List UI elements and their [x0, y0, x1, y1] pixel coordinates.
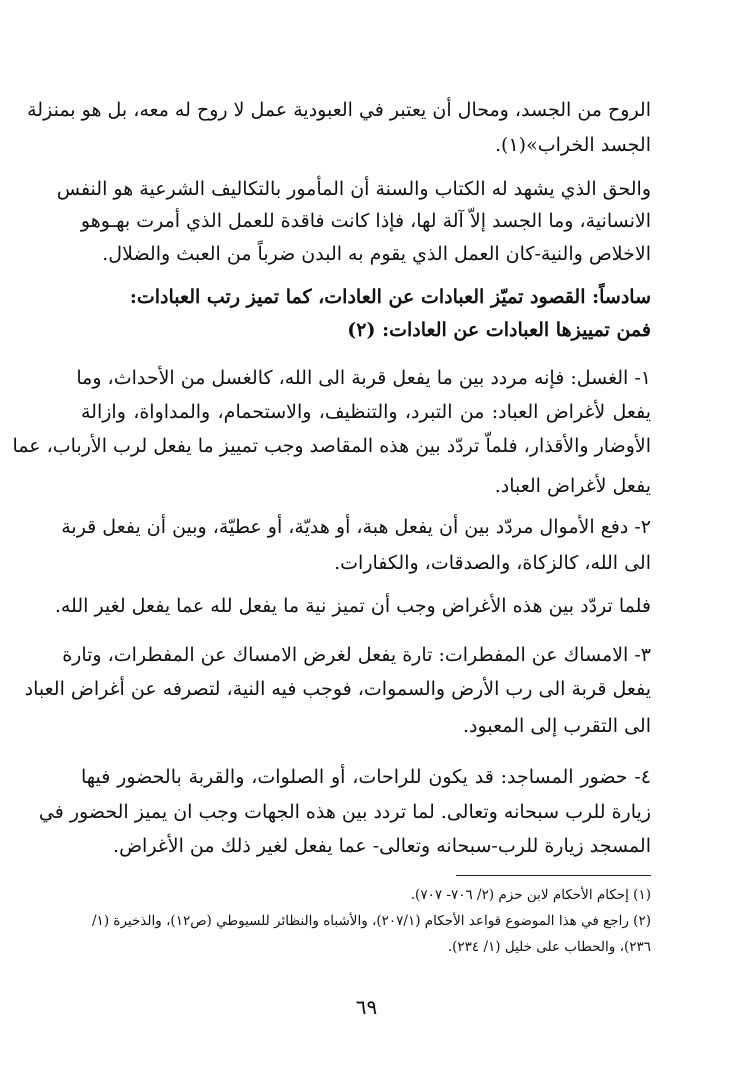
footnote-1: (١) إحكام الأحكام لابن حزم (٢/ ٧٠٦- ٧٠٧).	[410, 887, 651, 903]
body-line-10: الأوضار والأقذار، فلماّ تردّد بين هذه المقاصد وجب تمييز ما يفعل لرب الأرباب، عما	[12, 435, 651, 457]
body-line-12: ٢- دفع الأموال مردّد بين أن يفعل هبة، أو هديّة، أو عطيّة، وبين أن يفعل قربة	[61, 516, 651, 538]
body-line-15: ٣- الامساك عن المفطرات: تارة يفعل لغرض الامساك عن المفطرات، وتارة	[62, 644, 651, 666]
section-heading: سادساً: القصود تميّز العبادات عن العادات، كما تميز رتب العبادات:	[129, 286, 651, 308]
body-line-1: الروح من الجسد، ومحال أن يعتبر في العبودية عمل لا روح له معه، بل هو بمنزلة	[27, 99, 651, 121]
body-line-18: ٤- حضور المساجد: قد يكون للراحات، أو الصلوات، والقربة بالحضور فيها	[81, 766, 651, 788]
body-line-19: زيارة للرب سبحانه وتعالى. لما تردد بين هذه الجهات وجب ان يميز الحضور في	[38, 801, 651, 823]
body-line-5: الاخلاص والنية-كان العمل الذي يقوم به البدن ضرباً من العبث والضلال.	[102, 243, 651, 265]
subsection-heading: فمن تمييزها العبادات عن العادات: (٢)	[347, 319, 651, 341]
body-line-3: والحق الذي يشهد له الكتاب والسنة أن المأمور بالتكاليف الشرعية هو النفس	[56, 178, 651, 200]
body-line-20: المسجد زيارة للرب-سبحانه وتعالى- عما يفعل لغير ذلك من الأغراض.	[113, 835, 651, 857]
footnote-separator	[456, 875, 651, 876]
body-line-14: فلما تردّد بين هذه الأغراض وجب أن تميز نية ما يفعل لله عما يفعل لغير الله.	[54, 595, 651, 617]
body-line-9: يفعل لأغراض العباد: من التبرد، والتنظيف، والاستحمام، والمداواة، وازالة	[81, 401, 651, 423]
body-line-11: يفعل لأغراض العباد.	[494, 475, 651, 497]
page-number: ٦٩	[355, 995, 378, 1019]
body-line-2: الجسد الخراب»(١).	[495, 134, 651, 156]
body-line-8: ١- الغسل: فإنه مردد بين ما يفعل قربة الى الله، كالغسل من الأحداث، وما	[76, 367, 651, 389]
body-line-13: الى الله، كالزكاة، والصدقات، والكفارات.	[334, 552, 651, 574]
body-line-4: الانسانية، وما الجسد إلاّ آلة لها، فإذا كانت فاقدة للعمل الذي أمرت بهـوهو	[80, 210, 651, 232]
body-line-17: الى التقرب إلى المعبود.	[463, 715, 651, 737]
footnote-2-continued: ٢٣٦)، والحطاب على خليل (١/ ٢٣٤).	[447, 939, 651, 955]
body-line-16: يفعل قربة الى رب الأرض والسموات، فوجب فيه النية، لتصرفه عن أغراض العباد	[24, 678, 651, 700]
footnote-2: (٢) راجع في هذا الموضوع قواعد الأحكام (٢٠٧/١)، والأشباه والنظائر للسيوطي (ص١٢)، والذخيرة (١/	[91, 913, 651, 929]
